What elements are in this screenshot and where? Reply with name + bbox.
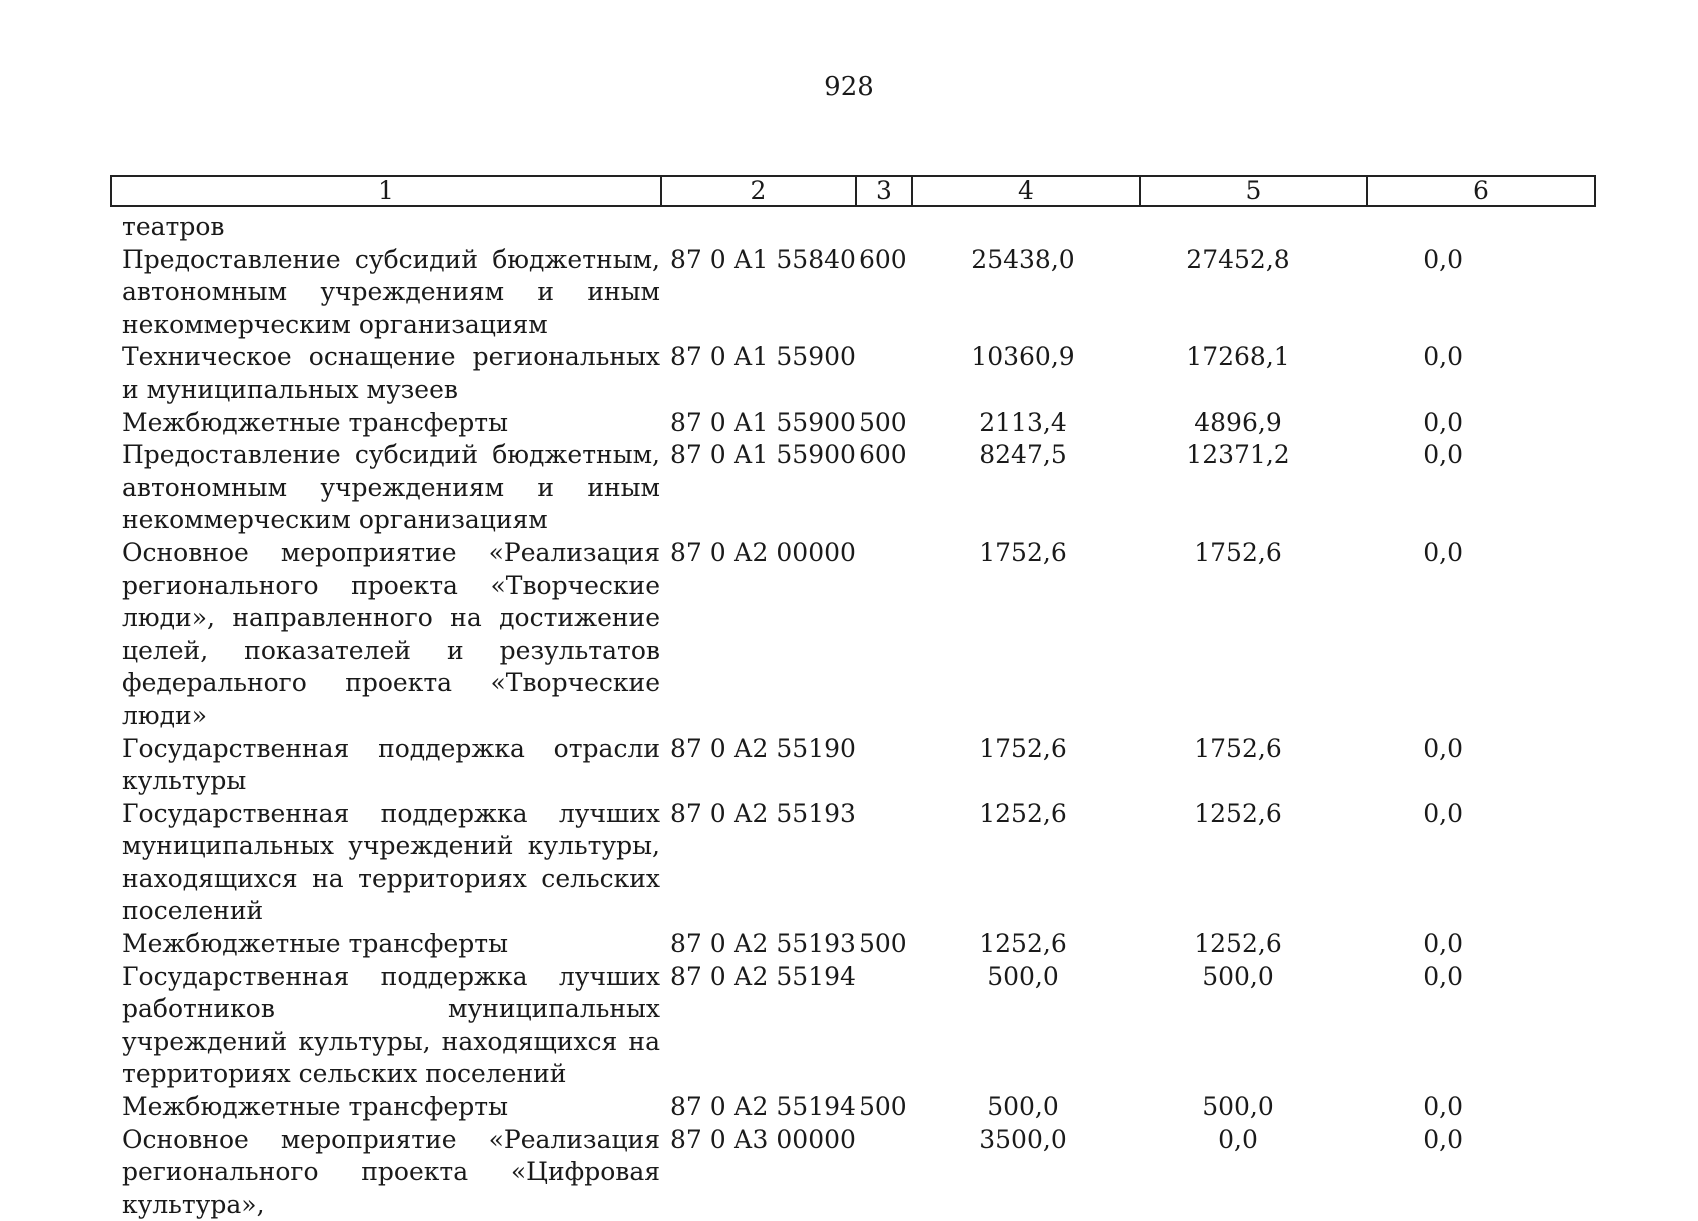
row-value-6: 0,0	[1423, 961, 1463, 991]
table-row	[122, 1091, 1596, 1124]
row-value-4: 10360,9	[971, 342, 1075, 372]
row-value-5: 4896,9	[1194, 407, 1282, 437]
row-value-6: 0,0	[1423, 1092, 1463, 1122]
header-cell-5: 5	[1141, 177, 1368, 205]
table-header	[110, 175, 1596, 207]
row-value-6: 0,0	[1423, 1124, 1463, 1154]
row-description: Государственная поддержка отрасли культуры	[122, 733, 660, 796]
row-value-6: 0,0	[1423, 798, 1463, 828]
row-description: Межбюджетные трансферты	[122, 407, 509, 437]
header-cell-6: 6	[1473, 176, 1489, 205]
header-cell-4: 4	[913, 177, 1141, 205]
row-value-4: 1252,6	[979, 929, 1067, 959]
row-value-5: 500,0	[1202, 1092, 1274, 1122]
row-value-4: 1252,6	[979, 798, 1067, 828]
row-code: 87 0 А3 00000	[670, 1124, 856, 1154]
row-value-4: 3500,0	[979, 1124, 1067, 1154]
row-code	[670, 211, 857, 244]
row-type	[857, 1124, 923, 1221]
row-value-5: 17268,1	[1186, 342, 1290, 372]
row-value-4: 8247,5	[979, 440, 1067, 470]
row-value-4	[923, 211, 1123, 244]
row-value-4: 1752,6	[979, 733, 1067, 763]
row-value-5: 0,0	[1218, 1124, 1258, 1154]
page-number: 928	[824, 72, 874, 102]
row-description: Межбюджетные трансферты	[122, 1092, 509, 1122]
row-description: Предоставление субсидий бюджетным, автономным учреждениям и иным некоммерческим организациям	[122, 244, 660, 339]
table-row	[122, 537, 1596, 733]
row-code: 87 0 А1 55900	[670, 407, 856, 437]
row-type	[857, 798, 923, 928]
row-value-6: 0,0	[1423, 244, 1463, 274]
table-row	[122, 733, 1596, 798]
row-code: 87 0 А2 55190	[670, 733, 856, 763]
header-cell-2: 2	[662, 177, 857, 205]
row-value-5: 1252,6	[1194, 798, 1282, 828]
row-code: 87 0 А2 55193	[670, 798, 856, 828]
row-value-5: 12371,2	[1186, 440, 1290, 470]
row-description: Предоставление субсидий бюджетным, автономным учреждениям и иным некоммерческим организациям	[122, 440, 660, 535]
row-value-6: 0,0	[1423, 342, 1463, 372]
row-value-5	[1123, 211, 1353, 244]
row-code: 87 0 А1 55900	[670, 342, 856, 372]
header-cell-1: 1	[112, 177, 662, 205]
row-value-5: 1752,6	[1194, 733, 1282, 763]
row-value-6: 0,0	[1423, 733, 1463, 763]
table-row	[122, 798, 1596, 928]
row-description: театров	[122, 212, 225, 241]
row-description: Межбюджетные трансферты	[122, 929, 509, 959]
row-type: 500	[859, 929, 907, 959]
table-row	[122, 211, 1596, 244]
row-type	[857, 733, 923, 798]
table-row	[122, 244, 1596, 342]
row-value-6: 0,0	[1423, 929, 1463, 959]
row-code: 87 0 А2 55193	[670, 929, 856, 959]
row-description: Техническое оснащение региональных и муниципальных музеев	[122, 342, 660, 404]
row-type: 500	[859, 1092, 907, 1122]
row-type	[857, 961, 923, 1091]
row-value-5: 500,0	[1202, 961, 1274, 991]
row-code: 87 0 А2 55194	[670, 1092, 856, 1122]
row-type	[857, 537, 923, 733]
row-type	[857, 341, 923, 406]
table-row	[122, 928, 1596, 961]
row-value-6: 0,0	[1423, 537, 1463, 567]
row-code: 87 0 А1 55900	[670, 440, 856, 470]
row-type: 600	[859, 244, 907, 274]
row-value-5: 1252,6	[1194, 929, 1282, 959]
row-code: 87 0 А2 55194	[670, 961, 856, 991]
row-description: Государственная поддержка лучших муниципальных учреждений культуры, находящихся на территориях сельских поселений	[122, 798, 660, 926]
row-value-4: 1752,6	[979, 537, 1067, 567]
row-description: Основное мероприятие «Реализация регионального проекта «Цифровая культура»,	[122, 1124, 660, 1219]
row-value-6	[1353, 211, 1559, 244]
row-description: Основное мероприятие «Реализация регионального проекта «Творческие люди», направленного на достижение целей, показателей и результатов федерального проекта «Творческие люди»	[122, 537, 660, 730]
table-row	[122, 1124, 1596, 1221]
row-value-6: 0,0	[1423, 440, 1463, 470]
row-value-4: 2113,4	[979, 407, 1067, 437]
row-value-6: 0,0	[1423, 407, 1463, 437]
row-type: 500	[859, 407, 907, 437]
row-type	[857, 211, 923, 244]
row-value-4: 500,0	[987, 961, 1059, 991]
table-row	[122, 341, 1596, 406]
header-cell-3: 3	[857, 177, 913, 205]
table-row	[122, 961, 1596, 1091]
row-value-4: 25438,0	[971, 244, 1075, 274]
row-description: Государственная поддержка лучших работников муниципальных учреждений культуры, находящихся на территориях сельских поселений	[122, 961, 660, 1089]
row-value-5: 27452,8	[1186, 244, 1290, 274]
row-value-4: 500,0	[987, 1092, 1059, 1122]
row-code: 87 0 А2 00000	[670, 537, 856, 567]
table-body	[122, 211, 1596, 1221]
row-value-5: 1752,6	[1194, 537, 1282, 567]
table-row	[122, 439, 1596, 537]
table-row	[122, 407, 1596, 440]
row-type: 600	[859, 440, 907, 470]
row-code: 87 0 А1 55840	[670, 244, 856, 274]
